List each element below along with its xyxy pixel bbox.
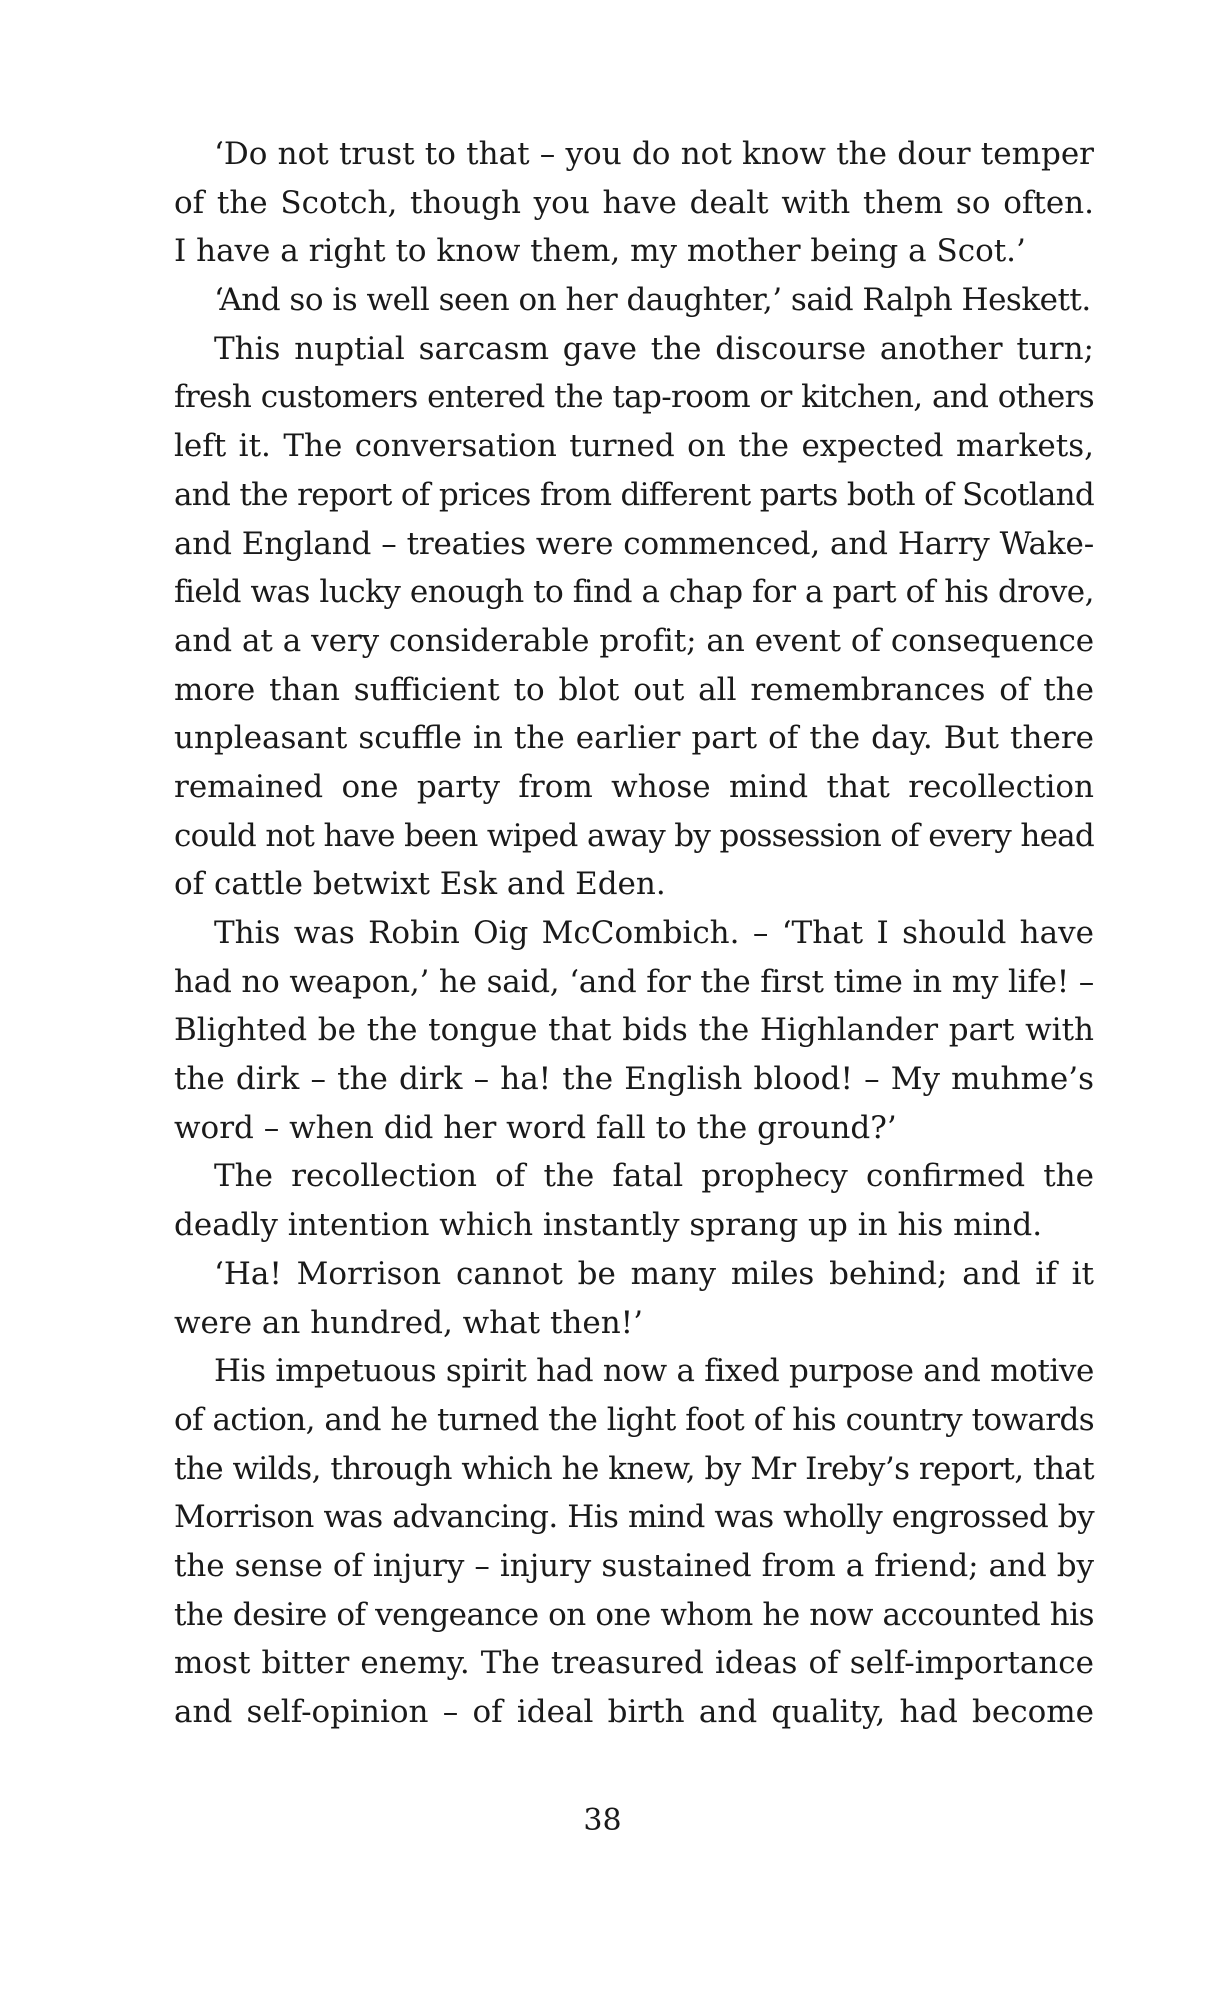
text-line: could not have been wiped away by possession of every head <box>174 817 1094 854</box>
text-line: This nuptial sarcasm gave the discourse another turn; <box>214 330 1094 367</box>
text-line: deadly intention which instantly sprang up in his mind. <box>174 1207 1043 1244</box>
text-line: left it. The conversation turned on the expected markets, <box>174 428 1094 465</box>
text-line: most bitter enemy. The treasured ideas of self-importance <box>174 1645 1094 1682</box>
body-text <box>174 130 1094 1737</box>
text-line: ‘Ha! Morrison cannot be many miles behind; and if it <box>214 1255 1094 1292</box>
text-line: word – when did her word fall to the ground?’ <box>174 1109 897 1146</box>
text-line: and England – treaties were commenced, and Harry Wake- <box>174 525 1094 562</box>
text-line: the sense of injury – injury sustained from a friend; and by <box>174 1547 1094 1584</box>
text-line: I have a right to know them, my mother being a Scot.’ <box>174 233 1026 270</box>
text-line: of cattle betwixt Esk and Eden. <box>174 866 666 903</box>
text-line: ‘Do not trust to that – you do not know the dour temper <box>214 136 1094 172</box>
text-line: remained one party from whose mind that recollection <box>174 768 1094 805</box>
text-line: unpleasant scuffle in the earlier part of the day. But there <box>174 720 1094 757</box>
text-line: the desire of vengeance on one whom he now accounted his <box>174 1596 1094 1633</box>
text-line: were an hundred, what then!’ <box>174 1304 643 1341</box>
text-line: field was lucky enough to find a chap for a part of his drove, <box>174 574 1094 611</box>
text-line: His impetuous spirit had now a fixed purpose and motive <box>214 1353 1094 1390</box>
text-line: more than sufficient to blot out all remembrances of the <box>174 671 1094 708</box>
text-line: and the report of prices from different parts both of Scotland <box>174 476 1094 513</box>
text-line: fresh customers entered the tap-room or kitchen, and others <box>174 379 1094 416</box>
text-line: of action, and he turned the light foot of his country towards <box>174 1401 1094 1438</box>
text-line: of the Scotch, though you have dealt with them so often. <box>174 184 1094 221</box>
text-line: Morrison was advancing. His mind was wholly engrossed by <box>174 1499 1094 1536</box>
text-line: ‘And so is well seen on her daughter,’ said Ralph Heskett. <box>214 282 1091 319</box>
text-line: the dirk – the dirk – ha! the English blood! – My muhme’s <box>174 1061 1094 1098</box>
text-line: The recollection of the fatal prophecy confirmed the <box>214 1158 1094 1195</box>
text-line: had no weapon,’ he said, ‘and for the first time in my life! – <box>174 963 1094 1000</box>
text-line: and at a very considerable profit; an event of consequence <box>174 622 1094 659</box>
text-line: and self-opinion – of ideal birth and quality, had become <box>174 1694 1094 1730</box>
text-line: the wilds, through which he knew, by Mr Ireby’s report, that <box>174 1450 1094 1487</box>
text-line: This was Robin Oig McCombich. – ‘That I should have <box>214 915 1094 951</box>
page-number: 38 <box>583 1803 622 1838</box>
text-line: Blighted be the tongue that bids the Highlander part with <box>174 1012 1094 1049</box>
